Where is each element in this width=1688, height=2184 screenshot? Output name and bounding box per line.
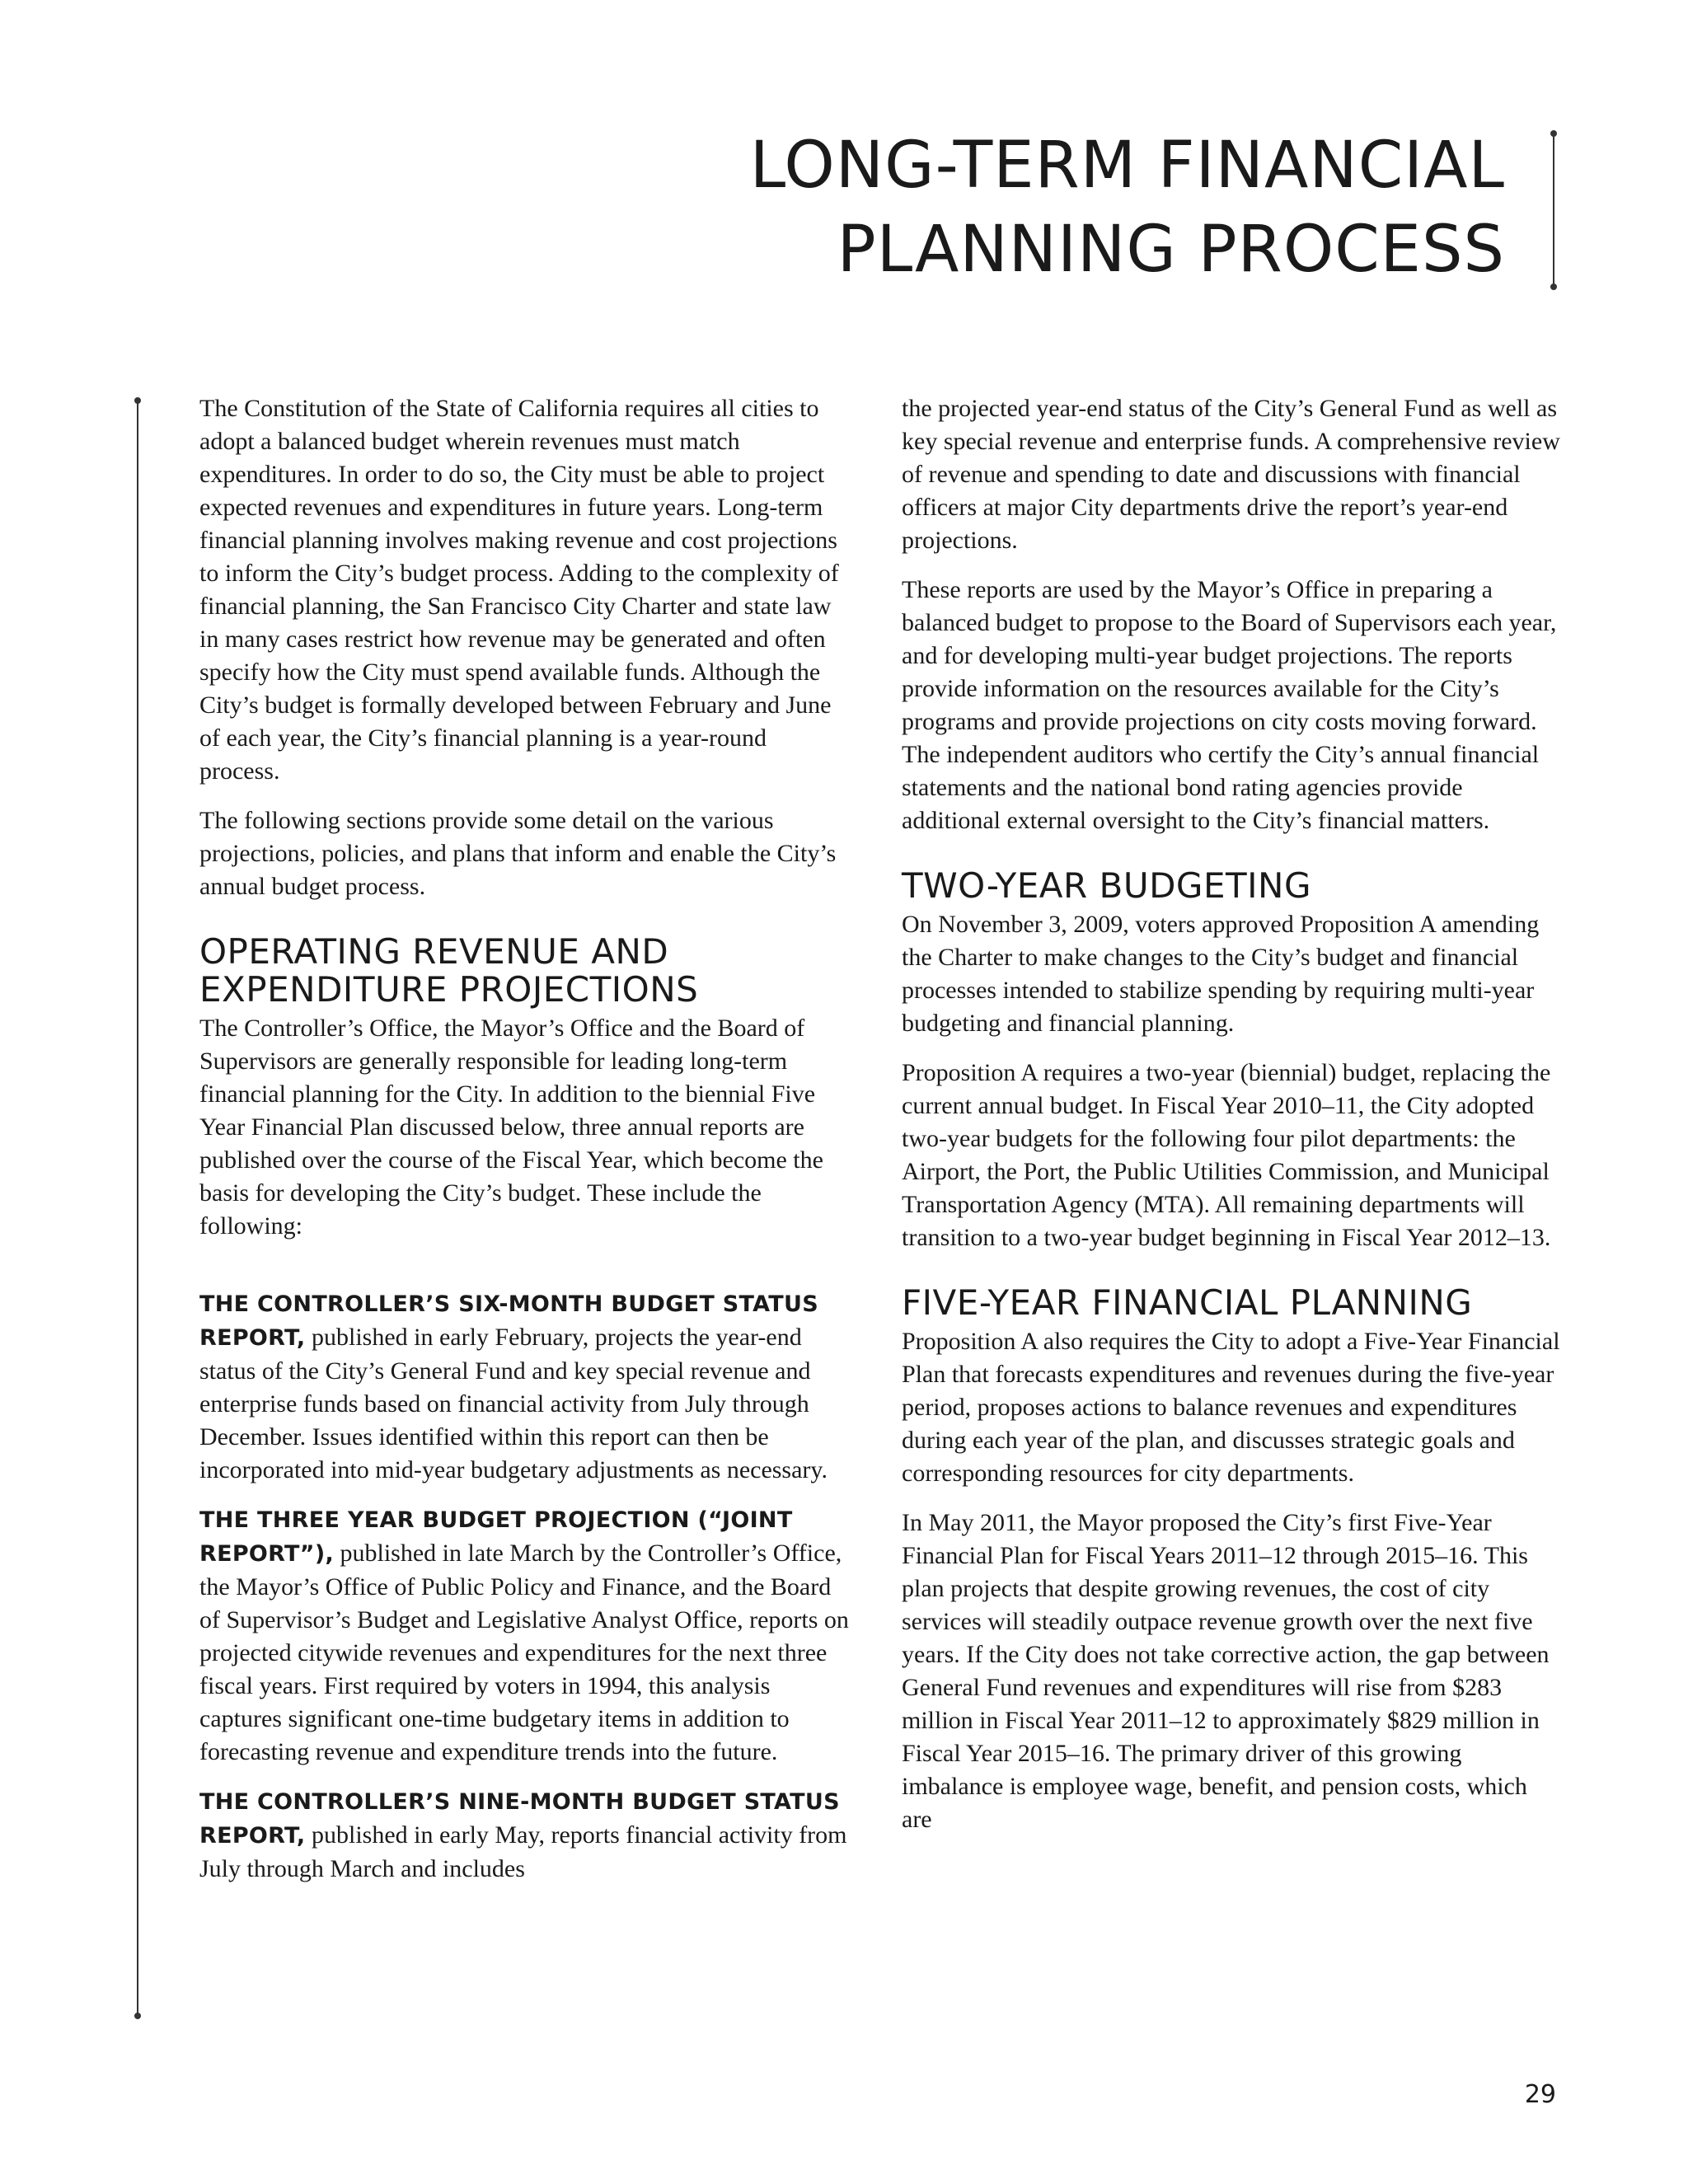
right-column [902,392,1561,1853]
intro-paragraph: The Constitution of the State of California requires all cities to adopt a balanced budget wherein revenues must match expenditures. In order to do so, the City must be able to project expected revenues and expenditures in future years. Long-term financial planning involves making revenue and cost projections to inform the City’s budget process. Adding to the complexity of financial planning, the San Francisco City Charter and state law in many cases restrict how revenue may be generated and often specify how the City must spend available funds. Although the City’s budget is formally developed between February and June of each year, the City’s financial planning is a year-round process. [199,395,839,785]
three-year-projection-label: THE THREE YEAR BUDGET PROJECTION (“JOINT REPORT”), [199,1507,793,1567]
nine-month-report-label: THE CONTROLLER’S NINE-MONTH BUDGET STATUS REPORT, [199,1789,840,1849]
page-title-line-2: PLANNING PROCESS [837,213,1505,287]
six-month-report-text: published in early February, projects the year-end status of the City’s General Fund and key special revenue and enterprise funds based on financial activity from July through December. Issues identified within this report can then be incorporated into mid-year budgetary adjustments as necessary. [199,1324,828,1483]
projections-paragraph: The Controller’s Office, the Mayor’s Office and the Board of Supervisors are generally responsible for leading long-term financial planning for the City. In addition to the biennial Five Year Financial Plan discussed below, three annual reports are published over the course of the Fiscal Year, which become the basis for developing the City’s budget. These include the following: [199,1015,823,1240]
two-year-budgeting-heading: TWO-YEAR BUDGETING [902,865,1312,906]
nine-month-report-paragraph [199,1785,851,1886]
three-year-projection-paragraph [199,1503,851,1769]
six-month-report-label: THE CONTROLLER’S SIX-MONTH BUDGET STATUS REPORT, [199,1291,818,1351]
sections-intro-paragraph: The following sections provide some detail on the various projections, policies, and plans that inform and enable the City’s annual budget process. [199,807,837,900]
page-title-line-1: LONG-TERM FINANCIAL [749,129,1505,203]
page-number: 29 [1524,2080,1556,2109]
three-year-projection-text: published in late March by the Controller’s Office, the Mayor’s Office of Public Policy and Finance, and the Board of Supervisor’s Budget and Legislative Analyst Office, reports on projected citywide revenues and expenditures for the next three fiscal years. First required by voters in 1994, this analysis captures significant one-time budgetary items in addition to forecasting revenue and expenditure trends into the future. [199,1540,849,1765]
title-rule [1553,134,1554,287]
two-year-paragraph-2: Proposition A requires a two-year (biennial) budget, replacing the current annual budget. In Fiscal Year 2010–11, the City adopted two-year budgets for the following four pilot departments: the Airport, the Port, the Public Utilities Commission, and Municipal Transportation Agency (MTA). All remaining departments will transition to a two-year budget beginning in Fiscal Year 2012–13. [902,1059,1551,1251]
five-year-paragraph-2: In May 2011, the Mayor proposed the City’s first Five-Year Financial Plan for Fiscal Years 2011–12 through 2015–16. This plan projects that despite growing revenues, the cost of city services will steadily outpace revenue growth over the next five years. If the City does not take corrective action, the gap between General Fund revenues and expenditures will rise from $283 million in Fiscal Year 2011–12 to approximately $829 million in Fiscal Year 2015–16. The primary driver of this growing imbalance is employee wage, benefit, and pension costs, which are [902,1509,1550,1833]
left-column-rule [137,401,138,2016]
six-month-report-paragraph [199,1287,851,1487]
projections-heading: OPERATING REVENUE AND EXPENDITURE PROJECTIONS [199,931,699,1010]
reports-usage-paragraph: These reports are used by the Mayor’s Office in preparing a balanced budget to propose to the Board of Supervisors each year, and for developing multi-year budget projections. The reports provide information on the resources available for the City’s programs and provide projections on city costs moving forward. The independent auditors who certify the City’s annual financial statements and the national bond rating agencies provide additional external oversight to the City’s financial matters. [902,576,1557,834]
nine-month-report-text: published in early May, reports financial activity from July through March and includes [199,1821,847,1882]
page-title [269,124,1505,292]
two-year-paragraph-1: On November 3, 2009, voters approved Proposition A amending the Charter to make changes to the City’s budget and financial processes intended to stabilize spending by requiring multi-year budgeting and financial planning. [902,911,1540,1037]
five-year-paragraph-1: Proposition A also requires the City to adopt a Five-Year Financial Plan that forecasts expenditures and revenues during the five-year period, proposes actions to balance revenues and expenditures during each year of the plan, and discusses strategic goals and corresponding resources for city departments. [902,1328,1560,1487]
continued-paragraph: the projected year-end status of the City’s General Fund as well as key special revenue and enterprise funds. A comprehensive review of revenue and spending to date and discussions with financial officers at major City departments drive the report’s year-end projections. [902,395,1560,554]
five-year-planning-heading: FIVE-YEAR FINANCIAL PLANNING [902,1282,1473,1323]
left-column [199,392,851,1902]
